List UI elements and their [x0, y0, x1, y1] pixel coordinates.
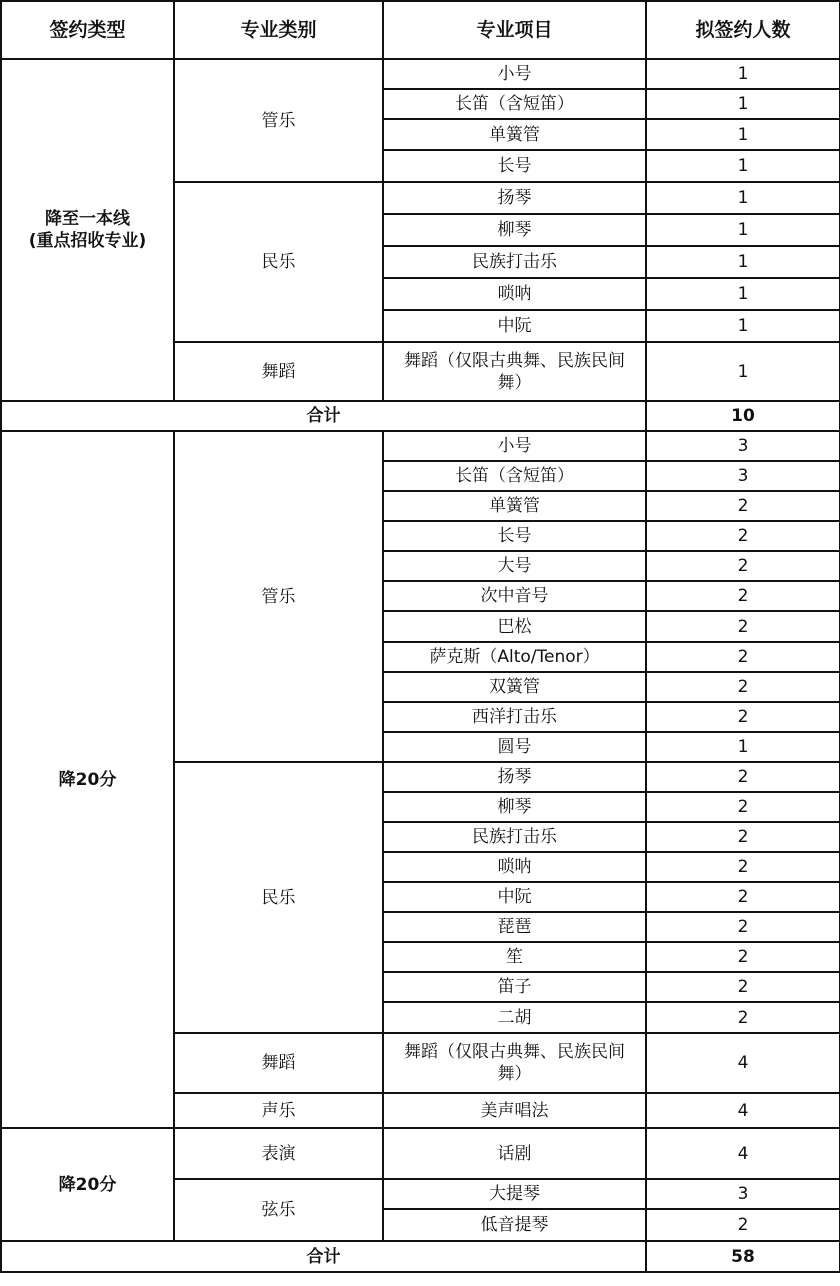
count-cell: 1: [646, 214, 840, 246]
item-cell: 扬琴: [383, 182, 646, 214]
item-cell: 舞蹈（仅限古典舞、民族民间舞）: [383, 342, 646, 401]
count-cell: 1: [646, 310, 840, 342]
count-cell: 2: [646, 912, 840, 942]
subtotal-row: [1, 401, 840, 431]
item-cell: 次中音号: [383, 581, 646, 611]
header-category: 专业类别: [174, 1, 383, 59]
item-cell: 长笛（含短笛）: [383, 461, 646, 491]
table-row: [1, 1128, 840, 1179]
sign-type-cell: [1, 59, 174, 401]
header-row: [1, 1, 840, 59]
category-cell: 管乐: [174, 59, 383, 182]
count-cell: 2: [646, 822, 840, 852]
item-cell: 长号: [383, 150, 646, 182]
count-cell: 1: [646, 732, 840, 762]
count-cell: 2: [646, 1002, 840, 1033]
count-cell: 2: [646, 852, 840, 882]
count-cell: 2: [646, 1209, 840, 1241]
item-cell: 圆号: [383, 732, 646, 762]
item-cell: 柳琴: [383, 792, 646, 822]
item-cell: 唢呐: [383, 852, 646, 882]
item-cell: 舞蹈（仅限古典舞、民族民间舞）: [383, 1033, 646, 1093]
sign-type-line2: (重点招收专业): [28, 231, 147, 251]
total-value: 58: [646, 1241, 840, 1272]
count-cell: 1: [646, 59, 840, 89]
total-label: 合计: [1, 1241, 646, 1272]
count-cell: 4: [646, 1128, 840, 1179]
count-cell: 2: [646, 672, 840, 702]
item-cell: 长笛（含短笛）: [383, 89, 646, 119]
item-cell: 笛子: [383, 972, 646, 1002]
header-count: 拟签约人数: [646, 1, 840, 59]
count-cell: 1: [646, 182, 840, 214]
item-cell: 小号: [383, 431, 646, 461]
sign-type-cell: 降20分: [1, 431, 174, 1128]
item-cell: 民族打击乐: [383, 246, 646, 278]
header-item: 专业项目: [383, 1, 646, 59]
item-cell: 美声唱法: [383, 1093, 646, 1128]
sign-type-line1: 降至一本线: [45, 209, 130, 229]
item-cell: 西洋打击乐: [383, 702, 646, 732]
category-cell: 民乐: [174, 182, 383, 342]
count-cell: 3: [646, 461, 840, 491]
item-cell: 大提琴: [383, 1179, 646, 1209]
item-cell: 中阮: [383, 882, 646, 912]
item-cell: 唢呐: [383, 278, 646, 310]
item-cell: 柳琴: [383, 214, 646, 246]
item-cell: 二胡: [383, 1002, 646, 1033]
item-cell: 低音提琴: [383, 1209, 646, 1241]
count-cell: 2: [646, 581, 840, 611]
category-cell: 民乐: [174, 762, 383, 1033]
item-cell: 单簧管: [383, 491, 646, 521]
count-cell: 2: [646, 882, 840, 912]
count-cell: 2: [646, 762, 840, 792]
count-cell: 1: [646, 342, 840, 401]
count-cell: 1: [646, 246, 840, 278]
count-cell: 2: [646, 611, 840, 642]
category-cell: 表演: [174, 1128, 383, 1179]
count-cell: 4: [646, 1033, 840, 1093]
item-cell: 琵琶: [383, 912, 646, 942]
count-cell: 2: [646, 551, 840, 581]
count-cell: 1: [646, 89, 840, 119]
count-cell: 1: [646, 278, 840, 310]
count-cell: 3: [646, 431, 840, 461]
item-cell: 双簧管: [383, 672, 646, 702]
table-row: [1, 59, 840, 89]
item-cell: 巴松: [383, 611, 646, 642]
count-cell: 4: [646, 1093, 840, 1128]
category-cell: 管乐: [174, 431, 383, 762]
subtotal-label: 合计: [1, 401, 646, 431]
count-cell: 2: [646, 521, 840, 551]
item-cell: 单簧管: [383, 119, 646, 150]
item-cell: 笙: [383, 942, 646, 972]
count-cell: 1: [646, 150, 840, 182]
item-cell: 扬琴: [383, 762, 646, 792]
item-cell: 小号: [383, 59, 646, 89]
sign-type-cell: 降20分: [1, 1128, 174, 1241]
category-cell: 弦乐: [174, 1179, 383, 1241]
item-cell: 长号: [383, 521, 646, 551]
count-cell: 2: [646, 642, 840, 672]
subtotal-value: 10: [646, 401, 840, 431]
item-cell: 民族打击乐: [383, 822, 646, 852]
count-cell: 3: [646, 1179, 840, 1209]
count-cell: 2: [646, 491, 840, 521]
item-cell: 中阮: [383, 310, 646, 342]
category-cell: 舞蹈: [174, 342, 383, 401]
table-row: [1, 431, 840, 461]
count-cell: 2: [646, 972, 840, 1002]
header-sign-type: 签约类型: [1, 1, 174, 59]
item-cell: 萨克斯（Alto/Tenor）: [383, 642, 646, 672]
count-cell: 2: [646, 702, 840, 732]
total-row: [1, 1241, 840, 1272]
item-cell: 大号: [383, 551, 646, 581]
count-cell: 1: [646, 119, 840, 150]
count-cell: 2: [646, 942, 840, 972]
count-cell: 2: [646, 792, 840, 822]
item-cell: 话剧: [383, 1128, 646, 1179]
category-cell: 舞蹈: [174, 1033, 383, 1093]
category-cell: 声乐: [174, 1093, 383, 1128]
